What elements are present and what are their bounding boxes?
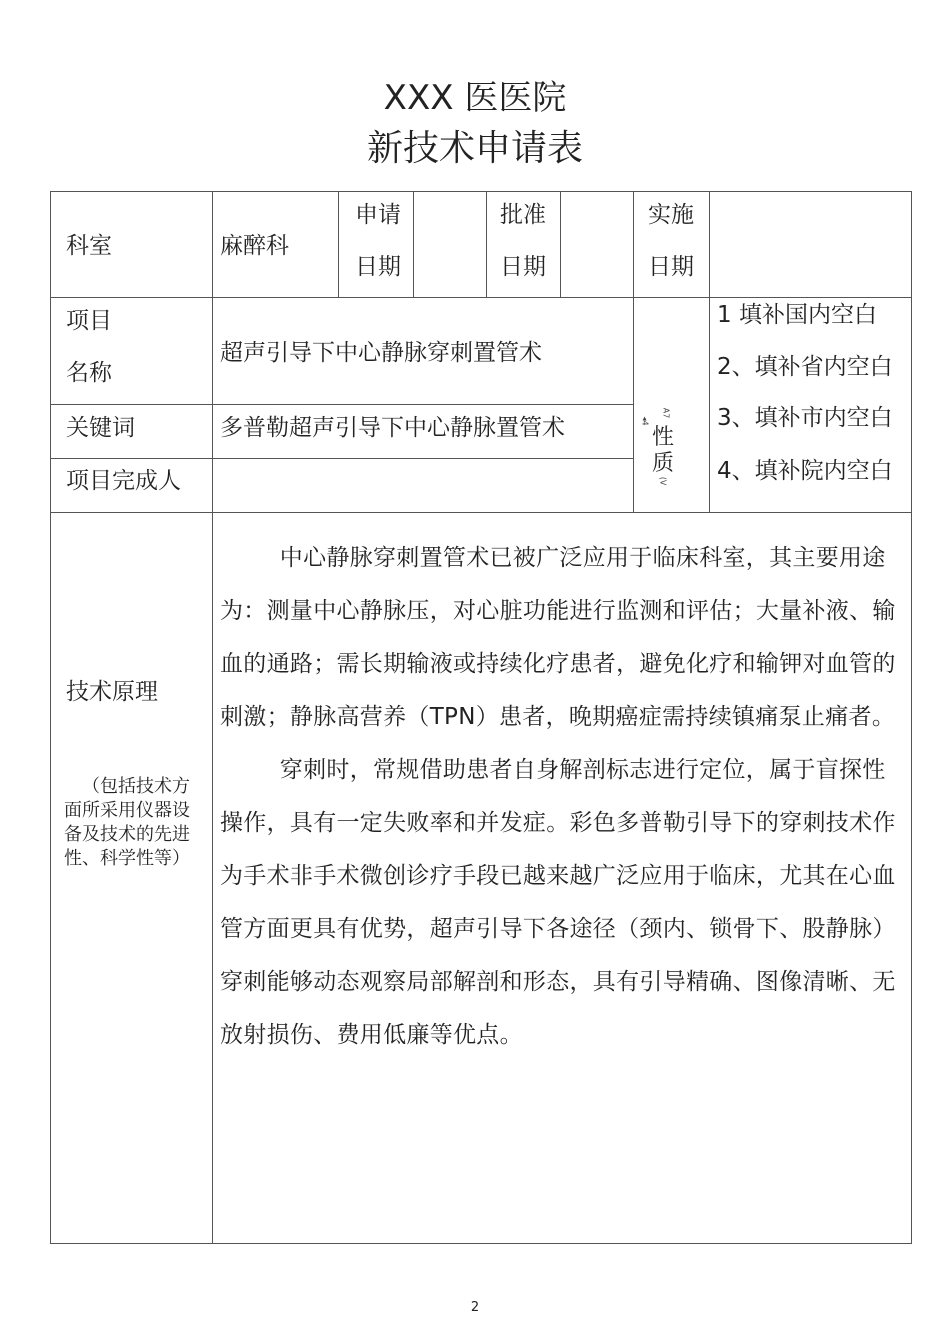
column-divider xyxy=(338,191,339,297)
page-number: 2 xyxy=(470,1300,480,1315)
column-divider xyxy=(633,191,634,512)
project-name-value[interactable]: 超声引导下中心静脉穿刺置管术 xyxy=(220,340,542,366)
column-divider xyxy=(560,191,561,297)
principle-label: 技术原理 xyxy=(66,679,158,705)
apply-date-label-line1: 申请 xyxy=(355,202,401,228)
hospital-name: XXX 医医院 xyxy=(383,78,567,118)
nature-label xyxy=(636,405,708,485)
approve-date-label-line2: 日期 xyxy=(500,254,546,280)
principle-note: （包括技术方面所采用仪器设备及技术的先进性、科学性等） xyxy=(64,776,190,869)
nature-mark-a: A7 xyxy=(661,407,671,419)
nature-option-3[interactable]: 3、填补市内空白 xyxy=(717,405,893,431)
nature-char-1: 性 xyxy=(652,425,675,450)
project-name-label-line2: 名称 xyxy=(66,360,112,386)
row-divider xyxy=(50,404,634,405)
impl-date-label-line1: 实施 xyxy=(648,202,694,228)
nature-option-2[interactable]: 2、填补省内空白 xyxy=(717,354,893,380)
column-divider xyxy=(413,191,414,297)
row-divider xyxy=(50,512,912,513)
principle-paragraph-1: 中心静脉穿刺置管术已被广泛应用于临床科室，其主要用途为：测量中心静脉压，对心脏功能进行监测和评估；大量补液、输血的通路；需长期输液或持续化疗患者，避免化疗和输钾对血管的刺激；静脉高营养（TPN）患者，晚期癌症需持续镇痛泵止痛者。 xyxy=(220,545,896,730)
column-divider xyxy=(212,191,213,1244)
nature-char-2: 质 xyxy=(652,451,675,476)
nature-option-1[interactable]: 1 填补国内空白 xyxy=(717,302,877,328)
nature-option-4[interactable]: 4、填补院内空白 xyxy=(717,458,893,484)
approve-date-label-line1: 批准 xyxy=(500,202,546,228)
row-divider xyxy=(50,458,634,459)
row-divider xyxy=(50,297,912,298)
completer-label: 项目完成人 xyxy=(66,468,181,494)
principle-content[interactable] xyxy=(220,532,900,1062)
column-divider xyxy=(709,191,710,512)
dept-label: 科室 xyxy=(66,233,112,259)
column-divider xyxy=(486,191,487,297)
impl-date-label-line2: 日期 xyxy=(648,254,694,280)
form-title: 新技术申请表 xyxy=(366,128,583,169)
keyword-value[interactable]: 多普勒超声引导下中心静脉置管术 xyxy=(220,415,565,441)
nature-mark-c: (V xyxy=(658,476,668,486)
keyword-label: 关键词 xyxy=(66,415,135,441)
project-name-label-line1: 项目 xyxy=(66,308,112,334)
principle-paragraph-2: 穿刺时，常规借助患者自身解剖标志进行定位，属于盲探性操作，具有一定失败率和并发症。彩色多普勒引导下的穿刺技术作为手术非手术微创诊疗手段已越来越广泛应用于临床，尤其在心血管方面更具有优势，超声引导下各途径（颈内、锁骨下、股静脉）穿刺能够动态观察局部解剖和形态，具有引导精确、图像清晰、无放射损伤、费用低廉等优点。 xyxy=(220,757,896,1048)
apply-date-label-line2: 日期 xyxy=(355,254,401,280)
nature-mark-b: ◂4 xyxy=(640,416,650,426)
dept-value[interactable]: 麻醉科 xyxy=(220,233,289,259)
